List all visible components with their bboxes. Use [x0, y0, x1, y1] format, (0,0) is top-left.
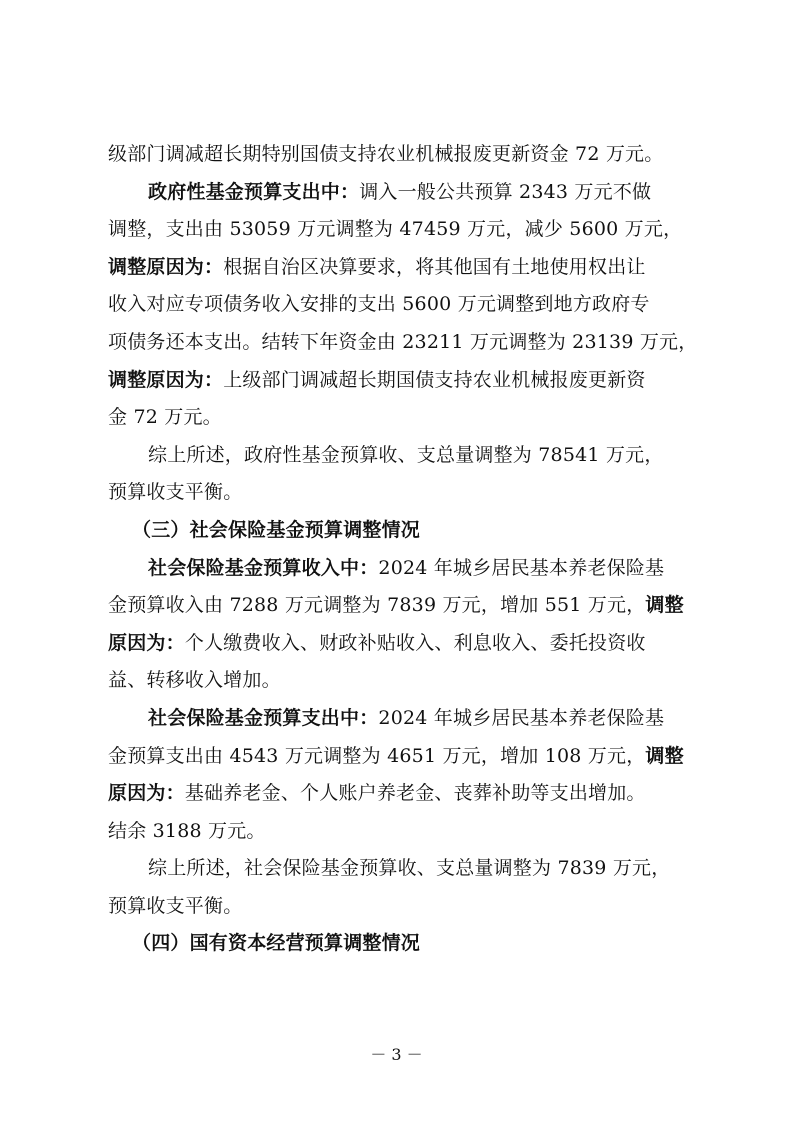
text: 益、转移收入增加。: [108, 669, 281, 692]
text: 2024 年城乡居民基本养老保险基: [378, 556, 665, 579]
text: 收入对应专项债务收入安排的支出 5600 万元调整到地方政府专: [108, 293, 650, 316]
bold-lead: 原因为：: [108, 782, 185, 805]
bold-lead: 社会保险基金预算收入中：: [148, 556, 379, 579]
bold-lead: 调整原因为：: [108, 368, 224, 391]
text: 综上所述，政府性基金预算收、支总量调整为 78541 万元，: [148, 443, 664, 466]
text: 调整，支出由 53059 万元调整为 47459 万元，减少 5600 万元，: [108, 218, 683, 241]
text: 上级部门调减超长期国债支持农业机械报废更新资: [223, 368, 646, 391]
paragraph-line: [108, 556, 688, 594]
paragraph-line: [108, 255, 688, 293]
paragraph-line: [108, 480, 688, 518]
text: 金预算收入由 7288 万元调整为 7839 万元，增加 551 万元，: [108, 594, 646, 617]
text: 结余 3188 万元。: [108, 819, 266, 842]
document-body: [108, 142, 698, 969]
text: 个人缴费收入、财政补贴收入、利息收入、委托投资收: [184, 631, 646, 654]
paragraph-line: [108, 180, 688, 218]
section-heading-text: （三）社会保险基金预算调整情况: [132, 518, 421, 541]
paragraph-line: [108, 744, 688, 782]
bold-lead: 原因为：: [108, 631, 185, 654]
bold-lead: 政府性基金预算支出中：: [148, 180, 360, 203]
paragraph-line: [108, 706, 688, 744]
paragraph-line: [108, 668, 688, 706]
section-heading: [108, 518, 688, 556]
text: 项债务还本支出。结转下年资金由 23211 万元调整为 23139 万元，: [108, 330, 698, 353]
text: 基础养老金、个人账户养老金、丧葬补助等支出增加。: [184, 782, 646, 805]
paragraph-line: [108, 819, 688, 857]
paragraph-line: [108, 593, 688, 631]
text: 根据自治区决算要求，将其他国有土地使用权出让: [223, 255, 646, 278]
paragraph-line: [108, 368, 688, 406]
paragraph-line: [108, 142, 688, 180]
text: 2024 年城乡居民基本养老保险基: [378, 706, 665, 729]
page-number: － 3 －: [370, 1045, 423, 1064]
text: 预算收支平衡。: [108, 894, 243, 917]
text: 调入一般公共预算 2343 万元不做: [359, 180, 652, 203]
paragraph-line: [108, 443, 688, 481]
paragraph-line: [108, 330, 698, 368]
paragraph-line: [108, 405, 688, 443]
section-heading: [108, 931, 688, 969]
paragraph-line: [108, 781, 688, 819]
paragraph-line: [108, 631, 688, 669]
bold-lead: 社会保险基金预算支出中：: [148, 706, 379, 729]
paragraph-line: [108, 292, 688, 330]
text: 级部门调减超长期特别国债支持农业机械报废更新资金 72 万元。: [108, 143, 664, 165]
text: 金预算支出由 4543 万元调整为 4651 万元，增加 108 万元，: [108, 744, 646, 767]
bold-lead: 调整: [645, 594, 684, 617]
paragraph-line: [108, 894, 688, 932]
text: 金 72 万元。: [108, 406, 222, 429]
text: 综上所述，社会保险基金预算收、支总量调整为 7839 万元，: [148, 857, 671, 880]
paragraph-line: [108, 856, 688, 894]
bold-lead: 调整原因为：: [108, 255, 224, 278]
section-heading-text: （四）国有资本经营预算调整情况: [132, 932, 421, 955]
bold-lead: 调整: [645, 744, 684, 767]
paragraph-line: [108, 217, 688, 255]
text: 预算收支平衡。: [108, 481, 243, 504]
